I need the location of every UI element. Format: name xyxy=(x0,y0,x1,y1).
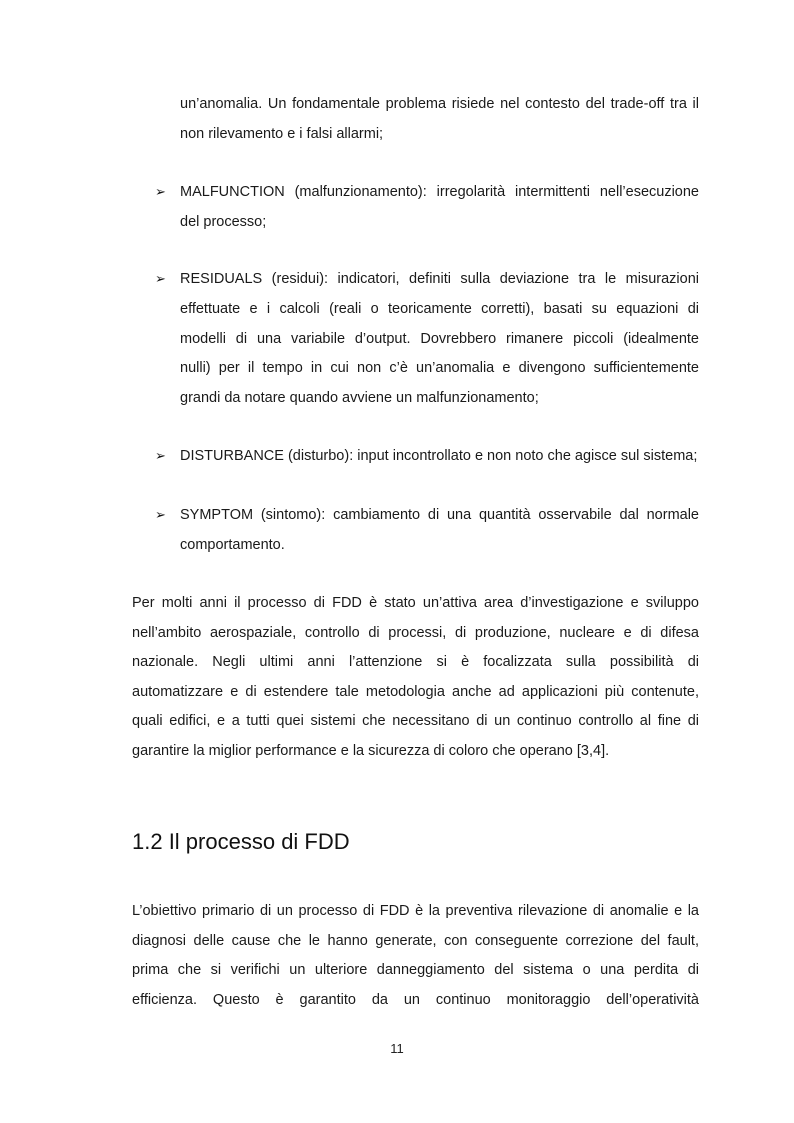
paragraph-line: L’obiettivo primario di un processo di FDD è la preventiva rilevazione di anomalie e la xyxy=(132,903,699,919)
bullet-line: DISTURBANCE (disturbo): input incontrollato e non noto che agisce sul sistema; xyxy=(180,448,698,464)
section-heading: 1.2 Il processo di FDD xyxy=(132,829,350,854)
bullet-line: del processo; xyxy=(180,214,267,230)
bullet-line: RESIDUALS (residui): indicatori, definiti sulla deviazione tra le misurazioni xyxy=(180,271,699,287)
bullet-line: MALFUNCTION (malfunzionamento): irregolarità intermittenti nell’esecuzione xyxy=(180,184,699,200)
paragraph-line: quali edifici, e a tutti quei sistemi che necessitano di un continuo controllo al fine di xyxy=(132,713,699,729)
bullet-arrow-icon: ➢ xyxy=(155,507,166,522)
page-number: 11 xyxy=(390,1041,404,1056)
paragraph-line: garantire la miglior performance e la sicurezza di coloro che operano [3,4]. xyxy=(132,743,610,759)
paragraph-line: diagnosi delle cause che le hanno generate, con conseguente correzione del fault, xyxy=(132,933,699,949)
paragraph-line: nazionale. Negli ultimi anni l’attenzione si è focalizzata sulla possibilità di xyxy=(132,654,699,670)
intro-line: non rilevamento e i falsi allarmi; xyxy=(180,126,384,142)
paragraph-line: automatizzare e di estendere tale metodologia anche ad applicazioni più contenute, xyxy=(132,684,699,700)
bullet-line: SYMPTOM (sintomo): cambiamento di una quantità osservabile dal normale xyxy=(180,507,699,523)
bullet-line: nulli) per il tempo in cui non c’è un’anomalia e divengono sufficientemente xyxy=(180,360,699,376)
paragraph-line: efficienza. Questo è garantito da un continuo monitoraggio dell’operatività xyxy=(132,992,699,1008)
bullet-arrow-icon: ➢ xyxy=(155,448,166,463)
paragraph-line: Per molti anni il processo di FDD è stato un’attiva area d’investigazione e sviluppo xyxy=(132,595,699,611)
bullet-line: grandi da notare quando avviene un malfunzionamento; xyxy=(180,390,539,406)
paragraph-line: nell’ambito aerospaziale, controllo di processi, di produzione, nucleare e di difesa xyxy=(132,625,699,641)
bullet-line: modelli di una variabile d’output. Dovrebbero rimanere piccoli (idealmente xyxy=(180,331,699,347)
paragraph-line: prima che si verifichi un ulteriore danneggiamento del sistema o una perdita di xyxy=(132,962,699,978)
bullet-arrow-icon: ➢ xyxy=(155,271,166,286)
bullet-arrow-icon: ➢ xyxy=(155,184,166,199)
bullet-line: effettuate e i calcoli (reali o teoricamente corretti), basati su equazioni di xyxy=(180,301,699,317)
intro-line: un’anomalia. Un fondamentale problema risiede nel contesto del trade-off tra il xyxy=(180,96,699,112)
bullet-line: comportamento. xyxy=(180,537,285,553)
